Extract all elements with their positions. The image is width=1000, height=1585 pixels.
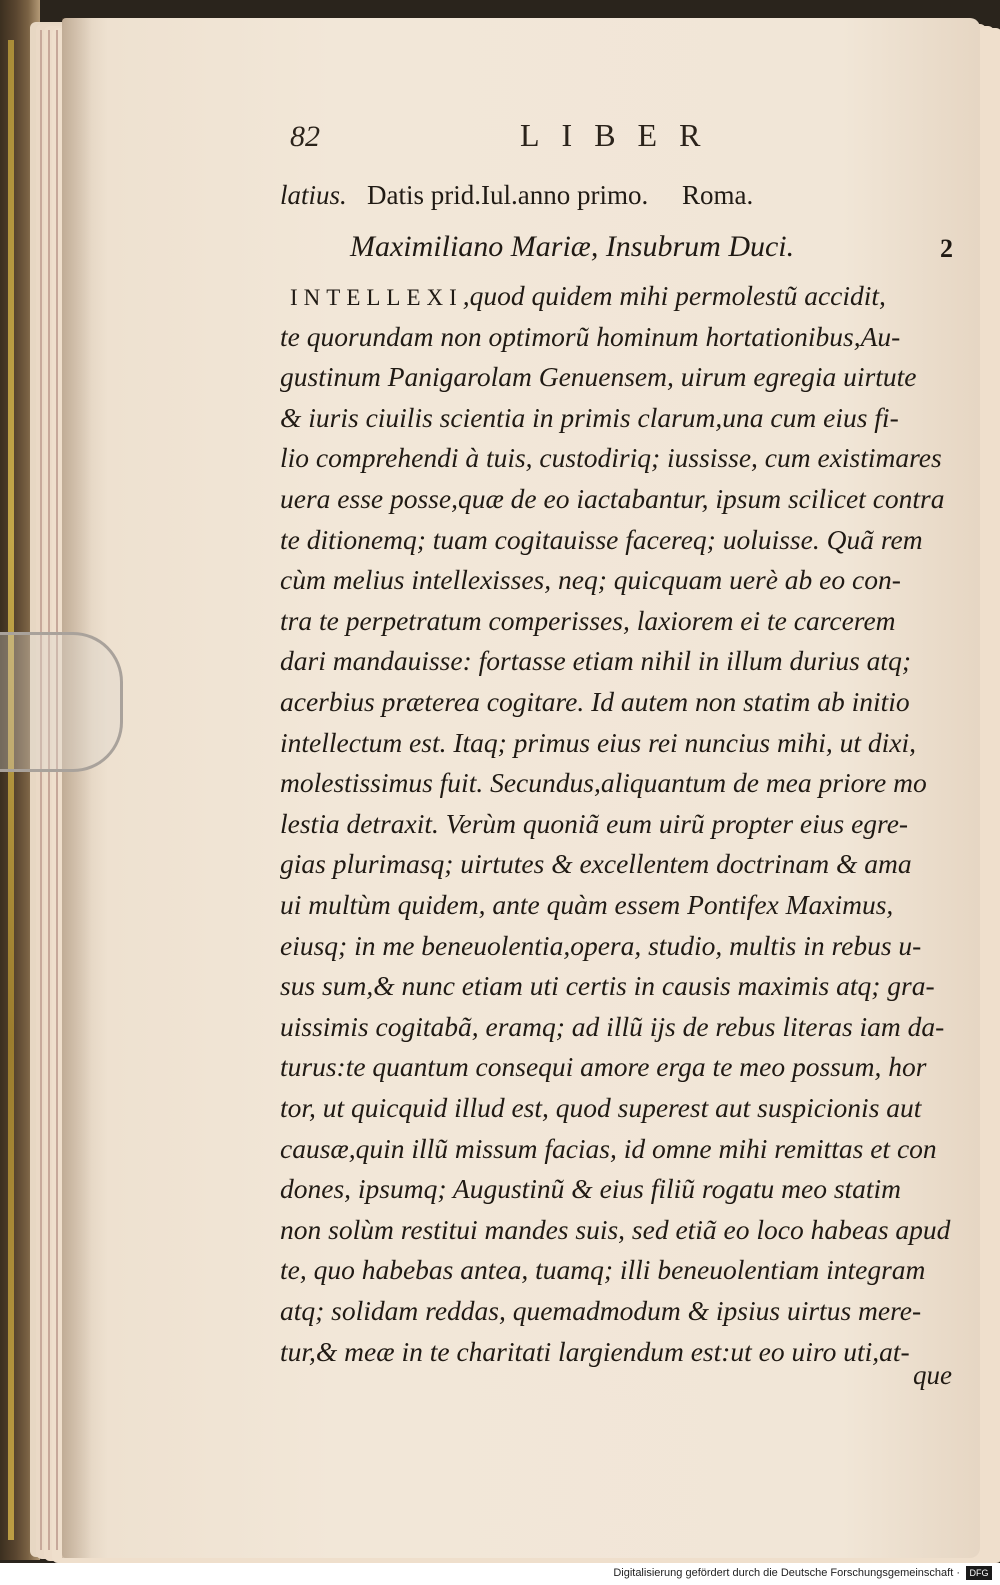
text-line [280,485,945,513]
line-text: acerbius præterea cogitare. Id autem non statim ab initio [280,686,910,717]
catchword: que [913,1360,952,1390]
text-line [280,1335,910,1367]
text-line [280,401,899,433]
closing-place: Roma. [681,180,754,210]
line-text: tur,& meæ in te charitati largiendum est:ut eo uiro uti,at- [280,1335,910,1367]
text-line [280,1297,921,1325]
page-edge-line [56,30,58,1550]
line-text: dari mandauisse: fortasse etiam nihil in illum durius atq; [280,645,911,677]
gilt-page-edge [8,40,14,1540]
text-line [280,444,942,472]
line-text: tra te perpetratum comperisses, laxiorem ei te carcerem [280,604,896,636]
line-text: ui multùm quidem, ante quàm essem Pontifex Maximus, [280,889,894,920]
line-text: eiusq; in me beneuolentia,opera, studio, multis in rebus u- [280,929,922,961]
text-line [280,647,911,675]
text-line [280,807,909,839]
text-line [280,1053,926,1081]
line-text: uera esse posse,quæ de eo iactabantur, ipsum scilicet contra [280,483,945,514]
closing-date: Datis prid.Iul.anno primo. [367,180,649,210]
text-line [280,891,893,919]
text-line [290,282,886,310]
line-text: te, quo habebas antea, tuamq; illi beneuolentiam integram [280,1254,926,1286]
text-line [280,688,910,716]
line-text: non solùm restitui mandes suis, sed etiã eo loco habeas apud [280,1213,951,1245]
footer-credit: Digitalisierung gefördert durch die Deutsche Forschungsgemeinschaft · [613,1567,960,1579]
text-line [280,929,922,961]
page-edge-line [48,30,50,1550]
line-text: te quorundam non optimorũ hominum hortationibus,Au- [280,320,901,352]
line-text: molestissimus fuit. Secundus,aliquantum de mea priore mo [280,767,927,799]
text-line [280,320,901,352]
text-line [280,1256,925,1284]
text-line [280,972,935,1000]
dfg-logo: DFG [966,1566,992,1580]
opening-word: INTELLEXI [290,285,463,310]
bookmark-clip [0,632,123,772]
line-text: gias plurimasq; uirtutes & excellentem doctrinam & ama [280,848,912,880]
text-line [280,1175,901,1203]
line-text: intellectum est. Itaq; primus eius rei nuncius mihi, ut dixi, [280,726,916,758]
running-title: LIBER [520,117,723,153]
text-line [280,850,912,878]
line-text: gustinum Panigarolam Genuensem, uirum egregia uirtute [280,361,917,393]
text-line [280,726,916,758]
gutter-shadow [62,18,92,1558]
line-text: turus:te quantum consequi amore erga te meo possum, hor [280,1051,927,1083]
letter-number: 2 [940,234,953,263]
footer-bar [0,1563,1000,1585]
line-text: causæ,quin illũ missum facias, id omne mihi remittas et con [280,1132,937,1164]
line-text: uissimis cogitabã, eramq; ad illũ ijs de rebus literas iam da- [280,1010,945,1042]
text-line [280,1094,921,1122]
page-edge-line [40,30,42,1550]
text-line [280,566,901,594]
text-line [280,769,927,797]
text-line [280,604,896,636]
line-text: cùm melius intellexisses, neq; quicquam uerè ab eo con- [280,564,901,596]
line-text: lio comprehendi à tuis, custodiriq; iussisse, cum existimares [280,442,942,474]
folio-number: 82 [290,120,320,153]
line-text: lestia detraxit. Verùm quoniã eum uirũ propter eius egre- [280,807,909,839]
text-line [280,1132,937,1164]
previous-letter-closing [280,180,840,211]
line-text: tor, ut quicquid illud est, quod superest aut suspicionis aut [280,1092,922,1123]
text-line [280,1213,951,1245]
text-line [280,1010,945,1042]
closing-word: latius. [280,180,347,210]
text-line [280,363,917,391]
line-text: ,quod quidem mihi permolestũ accidit, [462,280,886,311]
line-text: sus sum,& nunc etiam uti certis in causis maximis atq; gra- [280,970,935,1002]
line-text: atq; solidam reddas, quemadmodum & ipsius uirtus mere- [280,1295,922,1326]
text-line [280,523,923,555]
line-text: dones, ipsumq; Augustinũ & eius filiũ rogatu meo statim [280,1173,902,1205]
line-text: te ditionemq; tuam cogitauisse facereq; uoluisse. Quã rem [280,523,923,555]
line-text: & iuris ciuilis scientia in primis clarum,una cum eius fi- [280,401,899,433]
letter-address: Maximiliano Mariæ, Insubrum Duci. [350,230,795,263]
